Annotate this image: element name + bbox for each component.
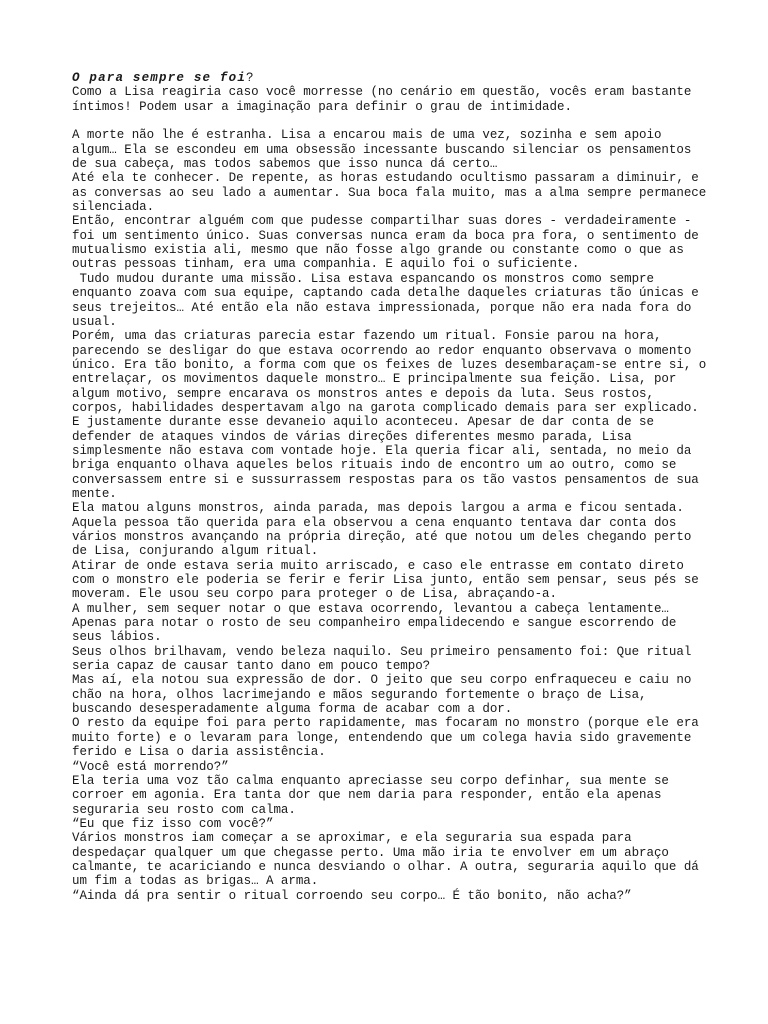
story-paragraph: Ela teria uma voz tão calma enquanto apreciasse seu corpo definhar, sua mente se corroer em agonia. Era tanta dor que nem daria para responder, então ela apenas seguraria seu rosto com calma. — [72, 773, 677, 817]
story-paragraph: Vários monstros iam começar a se aproximar, e ela seguraria sua espada para despedaçar qualquer um que chegasse perto. Uma mão iria te envolver em um abraço calmante, te acariciando e nunca desviando o olhar. A outra, seguraria aquilo que dá um fim a todas as brigas… A arma. — [72, 831, 707, 889]
intro-paragraph: Como a Lisa reagiria caso você morresse (no cenário em questão, vocês eram bastante íntimos! Podem usar a imaginação para definir o grau de intimidade. — [72, 85, 699, 114]
story-paragraph: Ela matou alguns monstros, ainda parada, mas depois largou a arma e ficou sentada. — [72, 501, 684, 516]
story-paragraph: A mulher, sem sequer notar o que estava ocorrendo, levantou a cabeça lentamente… Apenas para notar o rosto de seu companheiro empalidecendo e sangue escorrendo de seus lábios. — [72, 601, 684, 645]
document-page — [72, 71, 712, 903]
story-paragraph: O resto da equipe foi para perto rapidamente, mas focaram no monstro (porque ele era muito forte) e o levaram para longe, entendendo que um colega havia sido gravemente ferido e Lisa o daria assistência. — [72, 716, 707, 760]
title-question-mark: ? — [246, 71, 254, 85]
story-paragraph: Mas aí, ela notou sua expressão de dor. O jeito que seu corpo enfraqueceu e caiu no chão na hora, olhos lacrimejando e mãos segurando fortemente o braço de Lisa, buscando desesperadamente alguma forma de acabar com a dor. — [72, 673, 699, 717]
story-paragraph: Até ela te conhecer. De repente, as horas estudando ocultismo passaram a diminuir, e as conversas ao seu lado a aumentar. Sua boca fala muito, mas a alma sempre permanece silenciada. — [72, 171, 714, 215]
story-paragraph: A morte não lhe é estranha. Lisa a encarou mais de uma vez, sozinha e sem apoio algum… Ela se escondeu em uma obsessão incessante buscando silenciar os pensamentos de sua cabeça, mas todos sabemos que isso nunca dá certo… — [72, 128, 699, 172]
paragraph-gap — [72, 114, 712, 128]
story-paragraph: Então, encontrar alguém com que pudesse compartilhar suas dores - verdadeiramente - foi um sentimento único. Suas conversas nunca eram da boca pra fora, o sentimento de mutualismo existia ali, mesmo que não fosse algo grande ou constante como o que as outras pessoas tinham, era uma companhia. E aquilo foi o suficiente. — [72, 214, 707, 272]
story-paragraph: “Eu que fiz isso com você?” — [72, 816, 274, 831]
story-paragraph: E justamente durante esse devaneio aquilo aconteceu. Apesar de dar conta de se defender de ataques vindos de várias direções diferentes mesmo parada, Lisa simplesmente não estava com vontade hoje. Ela queria ficar ali, sentada, no meio da briga enquanto olhava aqueles belos rituais indo de encontro um ao outro, como se conversassem entre si e sussurrassem respostas para os tão vastos pensamentos de sua mente. — [72, 415, 707, 501]
story-paragraph: Aquela pessoa tão querida para ela observou a cena enquanto tentava dar conta dos vários monstros avançando na própria direção, até que notou um deles chegando perto de Lisa, conjurando algum ritual. — [72, 515, 699, 559]
story-paragraph: “Você está morrendo?” — [72, 759, 229, 774]
story-body — [72, 128, 712, 903]
document-title — [72, 71, 712, 85]
story-paragraph: “Ainda dá pra sentir o ritual corroendo seu corpo… É tão bonito, não acha?” — [72, 888, 632, 903]
title-text: O para sempre se foi — [72, 71, 247, 85]
story-paragraph: Tudo mudou durante uma missão. Lisa estava espancando os monstros como sempre enquanto zoava com sua equipe, captando cada detalhe daqueles criaturas tão únicas e seus trejeitos… Até então ela não estava impressionada, porque não era nada fora do usual. — [72, 271, 707, 329]
story-paragraph: Atirar de onde estava seria muito arriscado, e caso ele entrasse em contato direto com o monstro ele poderia se ferir e ferir Lisa junto, então sem pensar, seus pés se moveram. Ele usou seu corpo para proteger o de Lisa, abraçando-a. — [72, 558, 707, 602]
story-paragraph: Seus olhos brilhavam, vendo beleza naquilo. Seu primeiro pensamento foi: Que ritual seria capaz de causar tanto dano em pouco tempo? — [72, 644, 699, 674]
story-paragraph: Porém, uma das criaturas parecia estar fazendo um ritual. Fonsie parou na hora, parecendo se desligar do que estava ocorrendo ao redor enquanto observava o momento único. Era tão bonito, a forma com que os feixes de luzes desembaraçam-se entre si, o entrelaçar, os movimentos daquele monstro… E principalmente sua feição. Lisa, por algum motivo, sempre encarava os monstros antes e depois da luta. Seus rostos, corpos, habilidades despertavam algo na garota complicado demais para ser explicado. — [72, 329, 714, 415]
